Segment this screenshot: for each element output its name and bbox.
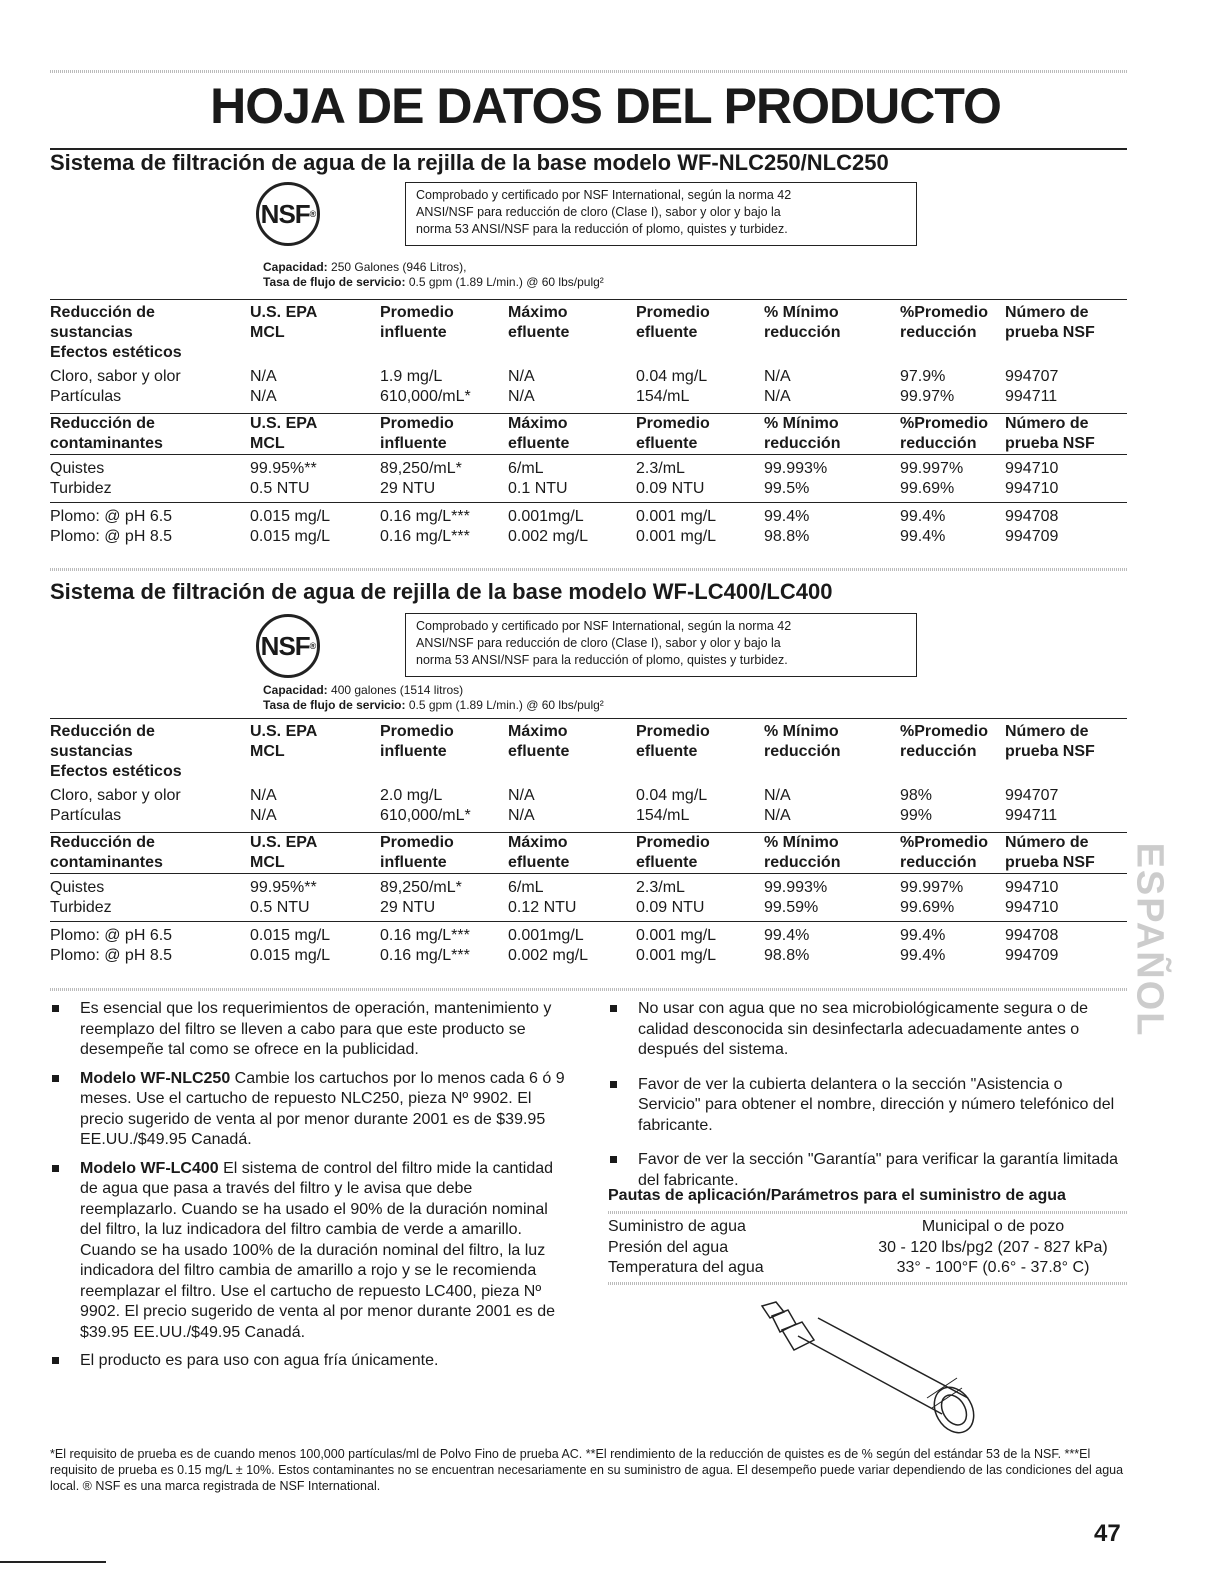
- table-cell: N/A: [250, 368, 277, 385]
- table-header-cell: [636, 303, 764, 363]
- header-text: Promedio: [380, 414, 454, 432]
- table-row: [50, 782, 1127, 806]
- header-text: % Mínimo: [764, 833, 839, 851]
- filter-cartridge-icon: [742, 1298, 1002, 1443]
- table-header-cell: [636, 832, 764, 873]
- table-cell: N/A: [250, 807, 277, 824]
- header-text: Promedio: [380, 723, 454, 740]
- header-text: MCL: [250, 743, 285, 760]
- header-text: Máximo: [508, 833, 568, 851]
- header-text: reducción: [900, 743, 977, 760]
- header-text: influente: [380, 324, 447, 341]
- header-text: %Promedio: [900, 723, 989, 740]
- table-cell: 1.9 mg/L: [380, 368, 443, 385]
- header-text: influente: [380, 434, 447, 452]
- header-text: Máximo: [508, 414, 568, 432]
- table-header-cell: [250, 413, 380, 454]
- table-header-cell: [764, 722, 900, 782]
- table-cell: 99.4%: [900, 947, 946, 964]
- data-table: [50, 303, 1127, 547]
- section-title: Sistema de filtración de agua de rejilla de la base modelo WF-LC400/LC400: [50, 579, 833, 604]
- header-text: prueba NSF: [1005, 324, 1095, 341]
- table-rule: [50, 299, 1127, 300]
- table-cell: 0.001mg/L: [508, 508, 584, 525]
- table-header-cell: [900, 303, 1005, 363]
- table-row: [50, 946, 1127, 966]
- supply-divider: [608, 1211, 1127, 1214]
- header-text: prueba NSF: [1005, 743, 1095, 760]
- table-cell: 0.001mg/L: [508, 927, 584, 944]
- table-cell: N/A: [508, 388, 535, 405]
- header-text: reducción: [764, 743, 841, 760]
- table-cell: 99.4%: [764, 508, 810, 525]
- table-cell: 99.95%**: [250, 459, 317, 477]
- table-cell: 2.3/mL: [636, 459, 685, 477]
- header-text: Máximo: [508, 304, 568, 321]
- table-cell: 98%: [900, 787, 933, 804]
- header-text: Promedio: [636, 304, 710, 321]
- header-text: Promedio: [636, 833, 710, 851]
- header-text: Promedio: [636, 723, 710, 740]
- header-text: Número de: [1005, 723, 1089, 740]
- table-cell: 0.12 NTU: [508, 898, 577, 916]
- bullet-heading: Modelo WF-NLC250: [80, 1069, 231, 1087]
- header-text: U.S. EPA: [250, 723, 318, 740]
- bullet-item: [50, 999, 570, 1061]
- table-cell: 994710: [1005, 878, 1059, 896]
- header-text: reducción: [764, 324, 841, 341]
- table-cell: 154/mL: [636, 388, 690, 405]
- side-tab-label: ESPAÑOL: [1128, 842, 1171, 1038]
- header-text: Máximo: [508, 723, 568, 740]
- table-cell: Cloro, sabor y olor: [50, 368, 181, 385]
- table-cell: 0.16 mg/L***: [380, 528, 470, 545]
- header-text: MCL: [250, 434, 285, 452]
- header-text: efluente: [636, 434, 698, 452]
- supply-row: [608, 1217, 1128, 1237]
- header-text: MCL: [250, 853, 285, 871]
- table-cell: 0.001 mg/L: [636, 528, 717, 545]
- table-cell: 994707: [1005, 368, 1059, 385]
- table-cell: 0.001 mg/L: [636, 947, 717, 964]
- bullet-item: [50, 1069, 570, 1151]
- bottom-rule: [0, 1561, 106, 1563]
- header-text: MCL: [250, 324, 285, 341]
- flow-label: Tasa de flujo de servicio:: [263, 275, 406, 289]
- capacity-value: 400 galones (1514 litros): [331, 683, 464, 697]
- table-cell: 0.002 mg/L: [508, 528, 589, 545]
- table-row: [50, 363, 1127, 387]
- header-text: Promedio: [380, 304, 454, 321]
- page-number: 47: [1094, 1520, 1121, 1547]
- table-row: [50, 873, 1127, 898]
- page-title: HOJA DE DATOS DEL PRODUCTO: [210, 78, 1001, 134]
- header-text: Número de: [1005, 833, 1089, 851]
- table-cell: 29 NTU: [380, 898, 436, 916]
- table-cell: N/A: [508, 368, 535, 385]
- footnote: *El requisito de prueba es de cuando menos 100,000 partículas/ml de Polvo Fino de prueba AC. **El rendimiento de la reducción de quistes es de % según del estándar 53 de la NSF. ***El requisito de prueba es 0.15 mg/L ± 10%. Estos contaminantes no se encuentran necesariamente en su suministro de agua. El desempeño puede variar dependiendo de las condiciones del agua local. ® NSF es una marca registrada de NSF International.: [50, 1447, 1124, 1493]
- flow-value: 0.5 gpm (1.89 L/min.) @ 60 lbs/pulg²: [408, 698, 604, 712]
- cert-line: Comprobado y certificado por NSF International, según la norma 42: [416, 619, 792, 633]
- table-cell: 994707: [1005, 787, 1059, 804]
- supply-label: Presión del agua: [608, 1239, 729, 1256]
- table-header-cell: [1005, 722, 1127, 782]
- flow-label: Tasa de flujo de servicio:: [263, 698, 406, 712]
- table-header-cell: [764, 303, 900, 363]
- table-header-cell: [50, 303, 250, 363]
- table-cell: 154/mL: [636, 807, 690, 824]
- header-text: contaminantes: [50, 853, 163, 871]
- table-cell: 99.993%: [764, 878, 828, 896]
- table-cell: 0.002 mg/L: [508, 947, 589, 964]
- header-text: Reducción de: [50, 833, 155, 851]
- bullet-heading: Modelo WF-LC400: [80, 1159, 219, 1177]
- supply-value: 30 - 120 lbs/pg2 (207 - 827 kPa): [878, 1239, 1108, 1256]
- header-text: % Mínimo: [764, 723, 839, 740]
- supply-value: Municipal o de pozo: [921, 1218, 1065, 1235]
- header-text: % Mínimo: [764, 414, 839, 432]
- bullet-item: [608, 1075, 1128, 1137]
- header-text: Número de: [1005, 304, 1089, 321]
- table-header-cell: [1005, 832, 1127, 873]
- table-cell: 0.015 mg/L: [250, 508, 331, 525]
- table-header-cell: [380, 413, 508, 454]
- section-title: Sistema de filtración de agua de la rejilla de la base modelo WF-NLC250/NLC250: [50, 150, 889, 175]
- table-cell: Partículas: [50, 807, 122, 824]
- table-header-cell: [1005, 413, 1127, 454]
- table-header-cell: [636, 413, 764, 454]
- table-header-row: [50, 832, 1127, 873]
- table-rule: [50, 718, 1127, 719]
- header-text: efluente: [508, 743, 570, 760]
- supply-row: [608, 1258, 1128, 1278]
- header-text: efluente: [508, 324, 570, 341]
- bullet-text: El sistema de control del filtro mide la cantidad de agua que pasa a través del filtro y le avisa que debe reemplazarlo. Cuando se ha usado el 90% de la duración nominal del filtro, la luz indicadora del filtro cambia de verde a amarillo. Cuando se ha usado 100% de la duración nominal del filtro, la luz indicadora del filtro cambia de amarillo a rojo y se le recomienda reemplazar el filtro. Use el cartucho de repuesto LC400, pieza Nº 9902. El precio sugerido de venta al por menor durante 2001 es de $39.95 EE.UU./$49.95 Canadá.: [80, 1159, 555, 1341]
- table-cell: 89,250/mL*: [380, 459, 462, 477]
- table-cell: N/A: [250, 388, 277, 405]
- table-cell: 994711: [1005, 388, 1058, 405]
- table-header-cell: [900, 832, 1005, 873]
- table-cell: 994709: [1005, 947, 1059, 964]
- table-cell: 99.5%: [764, 479, 810, 497]
- table-cell: 99.4%: [900, 528, 946, 545]
- capacity-value: 250 Galones (946 Litros),: [331, 260, 467, 274]
- table-header-cell: [508, 832, 636, 873]
- table-header-cell: [50, 832, 250, 873]
- table-cell: 99.997%: [900, 459, 964, 477]
- table-cell: 99.95%**: [250, 878, 317, 896]
- header-text: Efectos estéticos: [50, 763, 182, 780]
- table-cell: 994710: [1005, 459, 1059, 477]
- header-text: U.S. EPA: [250, 833, 318, 851]
- table-header-cell: [636, 722, 764, 782]
- header-text: % Mínimo: [764, 304, 839, 321]
- table-cell: 994709: [1005, 528, 1059, 545]
- table-header-row: [50, 303, 1127, 363]
- supply-label: Suministro de agua: [608, 1218, 746, 1235]
- header-text: %Promedio: [900, 304, 989, 321]
- table-cell: Plomo: @ pH 6.5: [50, 508, 173, 525]
- table-cell: 99.993%: [764, 459, 828, 477]
- table-cell: 0.16 mg/L***: [380, 947, 470, 964]
- table-row: [50, 922, 1127, 947]
- header-text: reducción: [900, 434, 977, 452]
- header-text: Número de: [1005, 414, 1089, 432]
- table-cell: 994708: [1005, 927, 1059, 944]
- bullet-text: No usar con agua que no sea microbiológicamente segura o de calidad desconocida sin desinfectarla adecuadamente antes o después del sistema.: [638, 1000, 1089, 1058]
- nsf-logo-icon: NSF ®: [256, 614, 320, 678]
- header-text: efluente: [636, 853, 698, 871]
- section-divider: [50, 568, 1127, 571]
- table-cell: 89,250/mL*: [380, 878, 462, 896]
- header-text: U.S. EPA: [250, 414, 318, 432]
- table-header-cell: [50, 722, 250, 782]
- section-divider: [50, 988, 1127, 991]
- header-text: reducción: [764, 853, 841, 871]
- table-header-cell: [508, 303, 636, 363]
- table-cell: N/A: [508, 787, 535, 804]
- supply-divider: [608, 1282, 1127, 1285]
- certification-box: [405, 182, 917, 246]
- table-row: [50, 503, 1127, 528]
- bullet-item: [608, 999, 1128, 1061]
- bullet-item: [50, 1351, 570, 1372]
- table-header-cell: [900, 413, 1005, 454]
- header-text: efluente: [508, 434, 570, 452]
- language-side-tab: [1127, 820, 1171, 1060]
- table-cell: 99.4%: [900, 508, 946, 525]
- header-text: reducción: [900, 324, 977, 341]
- table-header-cell: [764, 832, 900, 873]
- top-divider: [50, 70, 1127, 73]
- bullet-text: Favor de ver la sección "Garantía" para verificar la garantía limitada del fabricante.: [638, 1151, 1119, 1189]
- table-header-cell: [250, 832, 380, 873]
- table-cell: 99.97%: [900, 388, 955, 405]
- table-header-cell: [250, 722, 380, 782]
- certification-box: [405, 613, 917, 677]
- table-cell: 994708: [1005, 508, 1059, 525]
- header-text: influente: [380, 743, 447, 760]
- capacity-info: [263, 683, 604, 713]
- table-cell: 99.997%: [900, 878, 964, 896]
- table-cell: 6/mL: [508, 459, 544, 477]
- header-text: sustancias: [50, 743, 133, 760]
- bullet-text: El producto es para uso con agua fría únicamente.: [80, 1352, 439, 1369]
- table-cell: 98.8%: [764, 528, 810, 545]
- table-cell: 98.8%: [764, 947, 810, 964]
- header-text: reducción: [900, 853, 977, 871]
- table-cell: Quistes: [50, 878, 105, 896]
- table-cell: 0.16 mg/L***: [380, 508, 470, 525]
- table-header-cell: [380, 303, 508, 363]
- table-cell: 29 NTU: [380, 479, 436, 497]
- table-cell: 99.4%: [764, 927, 810, 944]
- table-row: [50, 479, 1127, 499]
- table-cell: 0.015 mg/L: [250, 947, 331, 964]
- header-text: sustancias: [50, 324, 133, 341]
- table-cell: 0.04 mg/L: [636, 368, 708, 385]
- table-cell: 0.5 NTU: [250, 479, 310, 497]
- cert-line: ANSI/NSF para reducción de cloro (Clase I), sabor y olor y bajo la: [416, 205, 781, 219]
- cert-line: norma 53 ANSI/NSF para la reducción of plomo, quistes y turbidez.: [416, 222, 788, 236]
- header-text: efluente: [636, 324, 698, 341]
- table-cell: 2.0 mg/L: [380, 787, 443, 804]
- header-text: %Promedio: [900, 414, 989, 432]
- flow-value: 0.5 gpm (1.89 L/min.) @ 60 lbs/pulg²: [408, 275, 604, 289]
- table-header-cell: [380, 832, 508, 873]
- header-text: reducción: [764, 434, 841, 452]
- header-text: %Promedio: [900, 833, 989, 851]
- table-cell: 0.04 mg/L: [636, 787, 708, 804]
- table-cell: 2.3/mL: [636, 878, 685, 896]
- table-cell: 0.015 mg/L: [250, 927, 331, 944]
- table-cell: 6/mL: [508, 878, 544, 896]
- bullet-item: [50, 1159, 570, 1344]
- table-cell: 0.09 NTU: [636, 898, 705, 916]
- table-header-cell: [764, 413, 900, 454]
- table-cell: Plomo: @ pH 8.5: [50, 528, 173, 545]
- table-header-cell: [508, 722, 636, 782]
- table-cell: 994711: [1005, 807, 1058, 824]
- nsf-logo-icon: NSF ®: [256, 182, 320, 246]
- supply-row: [608, 1238, 1128, 1258]
- header-text: Reducción de: [50, 414, 155, 432]
- table-cell: 99.69%: [900, 479, 955, 497]
- table-row: [50, 387, 1127, 407]
- table-cell: 99.59%: [764, 898, 819, 916]
- header-text: Promedio: [636, 414, 710, 432]
- table-cell: Plomo: @ pH 6.5: [50, 927, 173, 944]
- cert-line: Comprobado y certificado por NSF International, según la norma 42: [416, 188, 792, 202]
- table-cell: 0.1 NTU: [508, 479, 568, 497]
- table-cell: Turbidez: [50, 479, 112, 497]
- table-cell: 994710: [1005, 479, 1059, 497]
- table-cell: 610,000/mL*: [380, 388, 471, 405]
- supply-label: Temperatura del agua: [608, 1259, 764, 1276]
- table-header-cell: [380, 722, 508, 782]
- header-text: U.S. EPA: [250, 304, 318, 321]
- table-cell: 0.5 NTU: [250, 898, 310, 916]
- cert-line: ANSI/NSF para reducción de cloro (Clase I), sabor y olor y bajo la: [416, 636, 781, 650]
- capacity-label: Capacidad:: [263, 260, 328, 274]
- table-row: [50, 527, 1127, 547]
- table-header-row: [50, 413, 1127, 454]
- table-cell: Partículas: [50, 388, 122, 405]
- supply-value: 33° - 100°F (0.6° - 37.8° C): [896, 1259, 1090, 1276]
- table-row: [50, 806, 1127, 826]
- table-cell: Cloro, sabor y olor: [50, 787, 181, 804]
- header-text: Reducción de: [50, 304, 155, 321]
- table-cell: N/A: [508, 807, 535, 824]
- table-header-cell: [250, 303, 380, 363]
- table-cell: 994710: [1005, 898, 1059, 916]
- bullet-text: Cambie los cartuchos por lo menos cada 6 ó 9 meses. Use el cartucho de repuesto NLC250, pieza Nº 9902. El precio sugerido de venta al por menor durante 2001 es de $39.95 EE.UU./$49.95 Canadá.: [80, 1069, 565, 1148]
- capacity-info: [263, 260, 604, 290]
- table-header-row: [50, 722, 1127, 782]
- table-cell: 99%: [900, 807, 933, 824]
- table-row: [50, 898, 1127, 918]
- header-text: efluente: [508, 853, 570, 871]
- table-cell: 0.16 mg/L***: [380, 927, 470, 944]
- table-cell: N/A: [764, 807, 791, 824]
- table-cell: Turbidez: [50, 898, 112, 916]
- cert-line: norma 53 ANSI/NSF para la reducción of plomo, quistes y turbidez.: [416, 653, 788, 667]
- table-cell: 610,000/mL*: [380, 807, 471, 824]
- header-text: efluente: [636, 743, 698, 760]
- header-text: Reducción de: [50, 723, 155, 740]
- table-cell: 99.69%: [900, 898, 955, 916]
- header-text: contaminantes: [50, 434, 163, 452]
- table-cell: 0.09 NTU: [636, 479, 705, 497]
- table-header-cell: [900, 722, 1005, 782]
- left-notes: [50, 999, 570, 1380]
- table-cell: N/A: [764, 388, 791, 405]
- table-cell: 0.001 mg/L: [636, 927, 717, 944]
- table-header-cell: [508, 413, 636, 454]
- right-notes: [608, 999, 1128, 1199]
- table-cell: N/A: [764, 787, 791, 804]
- supply-title: Pautas de aplicación/Parámetros para el suministro de agua: [608, 1187, 1066, 1204]
- table-cell: Plomo: @ pH 8.5: [50, 947, 173, 964]
- bullet-text: Es esencial que los requerimientos de operación, mantenimiento y reemplazo del filtro se lleven a cabo para que este producto se desempeñe tal como se ofrece en la publicidad.: [80, 1000, 552, 1058]
- table-header-cell: [1005, 303, 1127, 363]
- data-table: [50, 722, 1127, 966]
- header-text: Efectos estéticos: [50, 344, 182, 361]
- table-cell: 0.015 mg/L: [250, 528, 331, 545]
- capacity-label: Capacidad:: [263, 683, 328, 697]
- table-cell: 97.9%: [900, 368, 946, 385]
- table-cell: 99.4%: [900, 927, 946, 944]
- header-text: prueba NSF: [1005, 434, 1095, 452]
- table-cell: 0.001 mg/L: [636, 508, 717, 525]
- table-cell: N/A: [250, 787, 277, 804]
- bullet-item: [608, 1150, 1128, 1191]
- table-row: [50, 454, 1127, 479]
- header-text: prueba NSF: [1005, 853, 1095, 871]
- table-cell: N/A: [764, 368, 791, 385]
- table-header-cell: [50, 413, 250, 454]
- header-text: Promedio: [380, 833, 454, 851]
- table-cell: Quistes: [50, 459, 105, 477]
- bullet-text: Favor de ver la cubierta delantera o la sección "Asistencia o Servicio" para obtener el nombre, dirección y número telefónico del fabricante.: [638, 1075, 1115, 1134]
- header-text: influente: [380, 853, 447, 871]
